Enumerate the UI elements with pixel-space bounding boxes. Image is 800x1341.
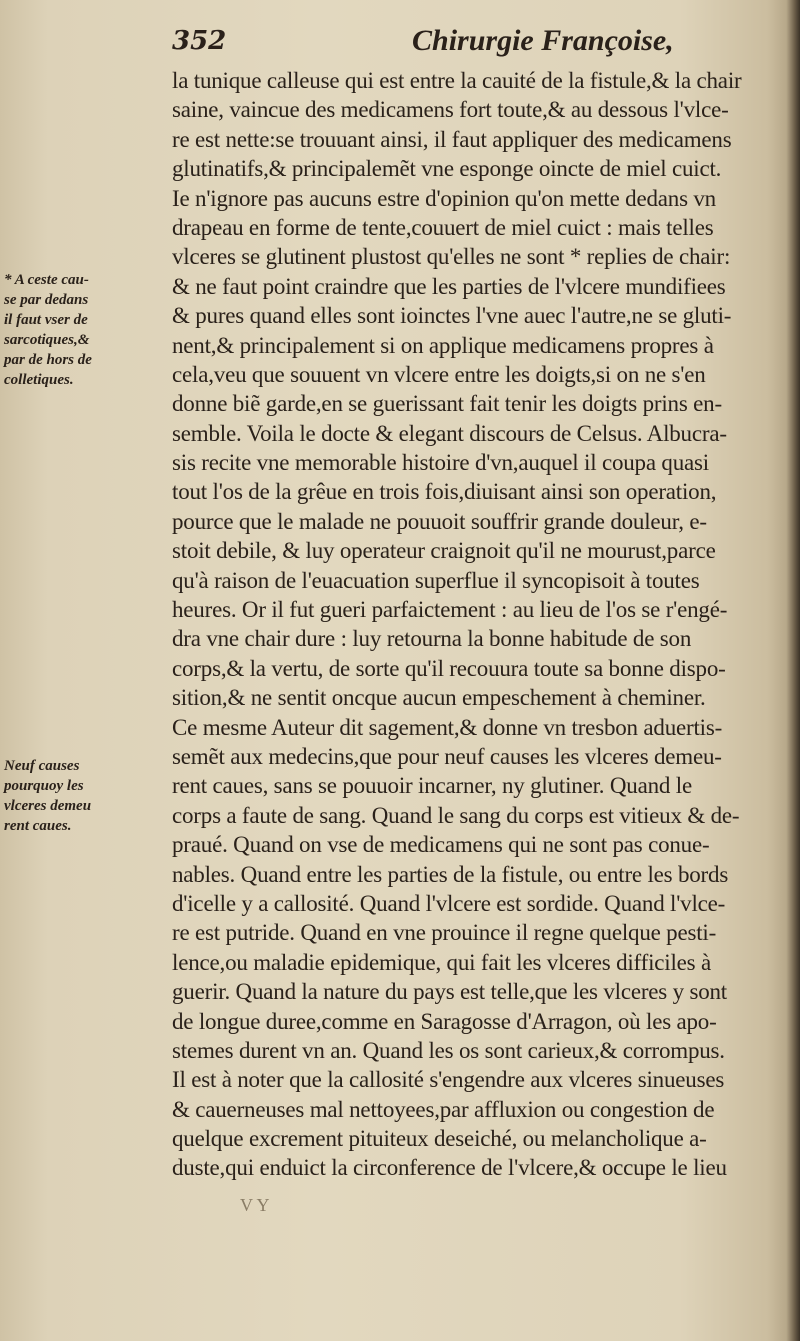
text-line: d'icelle y a callosité. Quand l'vlcere est sordide. Quand l'vlce- <box>172 890 726 916</box>
body-text <box>172 66 788 1183</box>
margin-note-sarcotiques <box>4 270 170 390</box>
text-line: & pures quand elles sont ioinctes l'vne auec l'autre,ne se gluti- <box>172 303 732 329</box>
text-line: praué. Quand on vse de medicamens qui ne sont pas conue- <box>172 832 710 858</box>
margin-note-line: pourquoy les <box>4 778 84 794</box>
text-line: saine, vaincue des medicamens fort toute,& au dessous l'vlce- <box>172 97 729 123</box>
text-line: qu'à raison de l'euacuation superflue il syncopisoit à toutes <box>172 567 700 593</box>
running-title: Chirurgie Françoise, <box>412 24 674 57</box>
text-line: dra vne chair dure : luy retourna la bonne habitude de son <box>172 626 692 652</box>
margin-note-line: colletiques. <box>4 372 74 388</box>
text-line: heures. Or il fut gueri parfaictement : au lieu de l'os se r'engé- <box>172 597 728 623</box>
margin-note-line: il faut vser de <box>4 312 88 328</box>
text-line: lence,ou maladie epidemique, qui fait les vlceres difficiles à <box>172 949 711 975</box>
text-line: re est putride. Quand en vne prouince il regne quelque pesti- <box>172 920 717 946</box>
text-line: pource que le malade ne pouuoit souffrir grande douleur, e- <box>172 508 707 534</box>
text-line: la tunique calleuse qui est entre la cauité de la fistule,& la chair <box>172 68 742 93</box>
signature-mark: V Y <box>240 1195 270 1215</box>
margin-note-line: rent caues. <box>4 818 72 834</box>
margin-note-neuf-causes <box>4 756 170 836</box>
text-line: nent,& principalement si on applique medicamens propres à <box>172 332 714 358</box>
text-line: nables. Quand entre les parties de la fistule, ou entre les bords <box>172 861 729 887</box>
text-line: rent caues, sans se pouuoir incarner, ny glutiner. Quand le <box>172 773 692 799</box>
page-gutter-edge <box>786 0 800 1341</box>
page-header <box>172 18 782 68</box>
text-line: Ce mesme Auteur dit sagement,& donne vn tresbon aduertis- <box>172 714 723 740</box>
text-line: sis recite vne memorable histoire d'vn,auquel il coupa quasi <box>172 450 709 476</box>
text-line: tout l'os de la grêue en trois fois,diuisant ainsi son operation, <box>172 479 717 505</box>
text-line: glutinatifs,& principalemẽt vne esponge oincte de miel cuict. <box>172 156 722 182</box>
text-line: donne biẽ garde,en se guerissant fait tenir les doigts prins en- <box>172 391 722 417</box>
margin-note-line: * A ceste cau- <box>4 272 89 288</box>
text-line: re est nette:se trouuant ainsi, il faut appliquer des medicamens <box>172 126 732 152</box>
margin-note-line: Neuf causes <box>4 758 80 774</box>
margin-note-line: vlceres demeu <box>4 798 92 814</box>
text-line: guerir. Quand la nature du pays est telle,que les vlceres y sont <box>172 979 728 1005</box>
text-line: de longue duree,comme en Saragosse d'Arragon, où les apo- <box>172 1008 717 1034</box>
text-line: drapeau en forme de tente,couuert de miel cuict : mais telles <box>172 214 714 240</box>
text-line: duste,qui enduict la circonference de l'vlcere,& occupe le lieu <box>172 1155 727 1181</box>
text-line: semble. Voila le docte & elegant discours de Celsus. Albucra- <box>172 420 727 446</box>
margin-note-line: sarcotiques,& <box>4 332 90 348</box>
text-line: semẽt aux medecins,que pour neuf causes les vlceres demeu- <box>172 743 722 769</box>
text-line: & cauerneuses mal nettoyees,par affluxion ou congestion de <box>172 1096 715 1122</box>
text-line: cela,veu que souuent vn vlcere entre les doigts,si on ne s'en <box>172 361 706 387</box>
text-line: stemes durent vn an. Quand les os sont carieux,& corrompus. <box>172 1037 725 1063</box>
text-line: Ie n'ignore pas aucuns estre d'opinion qu'on mette dedans vn <box>172 185 716 211</box>
text-line: quelque excrement pituiteux deseiché, ou melancholique a- <box>172 1126 707 1152</box>
text-line: sition,& ne sentit oncque aucun empeschement à cheminer. <box>172 685 706 711</box>
text-line: & ne faut point craindre que les parties de l'vlcere mundifiees <box>172 273 726 299</box>
text-line: corps,& la vertu, de sorte qu'il recouura toute sa bonne dispo- <box>172 655 726 681</box>
margin-note-line: par de hors de <box>4 352 92 368</box>
text-line: corps a faute de sang. Quand le sang du corps est vitieux & de- <box>172 802 740 828</box>
text-line: vlceres se glutinent plustost qu'elles ne sont * replies de chair: <box>172 244 731 270</box>
text-line: stoit debile, & luy operateur craignoit qu'il ne mourust,parce <box>172 538 716 564</box>
page-number: 352 <box>172 26 227 56</box>
text-line: Il est à noter que la callosité s'engendre aux vlceres sinueuses <box>172 1067 725 1093</box>
margin-note-line: se par dedans <box>4 292 89 308</box>
